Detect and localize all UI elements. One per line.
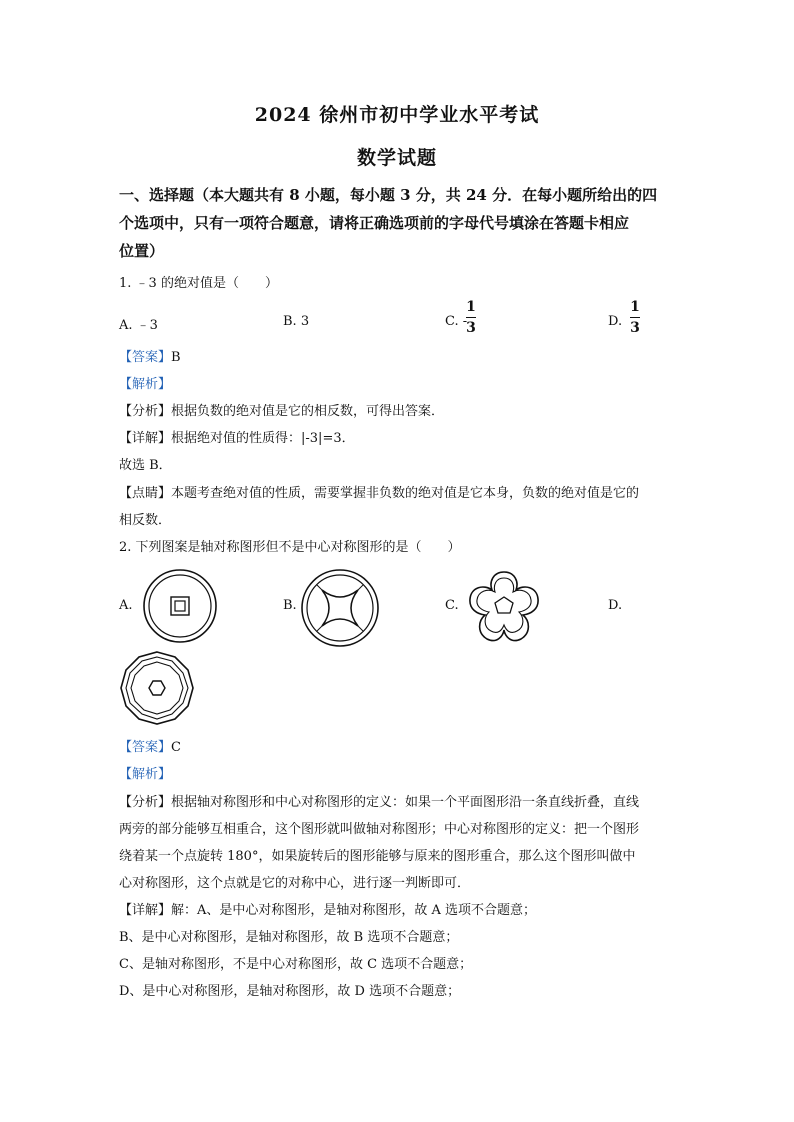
dodecagon-hexagon-figure — [119, 650, 195, 726]
q2-option-c: C. — [445, 598, 459, 613]
q1-xiangjie — [119, 431, 355, 447]
section-heading-line-1: 一、选择题（本大题共有 8 小题，每小题 3 分，共 24 分．在每小题所给出的四 — [119, 186, 658, 204]
q2-fenxi-line-1: 根据轴对称图形和中心对称图形的定义：如果一个平面图形沿一条直线折叠，直线 — [171, 795, 640, 810]
dianjing-tag: 【点睛】 — [119, 486, 172, 501]
q1-xiangjie-text: 根据绝对值的性质得：|-3|=3． — [171, 431, 355, 446]
q1-conclusion: 故选 B． — [119, 458, 172, 473]
q2-xiangjie-line-1: 解：A、是中心对称图形，是轴对称图形，故 A 选项不合题意； — [171, 903, 537, 918]
q2-fenxi — [119, 795, 639, 811]
q2-stem: 2. 下列图案是轴对称图形但不是中心对称图形的是（ ） — [119, 540, 461, 555]
xiangjie-tag: 【详解】 — [119, 903, 172, 918]
q1-option-c-fraction — [466, 299, 476, 336]
exam-title: 2024 徐州市初中学业水平考试 — [254, 104, 540, 126]
q1-fenxi — [119, 404, 444, 420]
q1-answer-value: B — [171, 350, 181, 365]
answer-tag: 【答案】 — [119, 740, 172, 755]
q2-option-b: B. — [283, 598, 297, 613]
q1-dianjing — [119, 486, 639, 502]
q1-option-d-numerator: 1 — [630, 299, 640, 315]
q2-xiangjie-line-4: D、是中心对称图形，是轴对称图形，故 D 选项不合题意； — [119, 984, 461, 999]
q1-stem: 1. ﹣3 的绝对值是（ ） — [119, 276, 278, 291]
q1-option-d-denominator: 3 — [630, 320, 640, 336]
xiangjie-tag: 【详解】 — [119, 431, 172, 446]
q1-option-a: A. ﹣3 — [119, 318, 158, 333]
q2-answer-value: C — [171, 740, 181, 755]
q1-option-c-prefix: C. - — [445, 314, 468, 329]
q1-option-b: B. 3 — [283, 314, 310, 329]
q1-option-d-fraction — [630, 299, 640, 336]
q1-fenxi-text: 根据负数的绝对值是它的相反数，可得出答案． — [171, 404, 445, 419]
fraction-bar — [466, 317, 476, 318]
q1-option-c-numerator: 1 — [466, 299, 476, 315]
section-heading-line-2: 个选项中，只有一项符合题意，请将正确选项前的字母代号填涂在答题卡相应 — [119, 214, 630, 232]
fraction-bar — [630, 317, 640, 318]
q1-dianjing-line-1: 本题考查绝对值的性质，需要掌握非负数的绝对值是它本身，负数的绝对值是它的 — [171, 486, 640, 501]
q1-option-c-denominator: 3 — [466, 320, 476, 336]
q2-xiangjie — [119, 903, 536, 919]
analysis-tag: 【解析】 — [119, 377, 172, 392]
analysis-tag: 【解析】 — [119, 767, 172, 782]
fenxi-tag: 【分析】 — [119, 795, 172, 810]
answer-tag: 【答案】 — [119, 350, 172, 365]
q2-analysis — [119, 767, 171, 783]
q1-answer — [119, 350, 181, 366]
section-heading-line-3: 位置） — [119, 242, 165, 260]
fenxi-tag: 【分析】 — [119, 404, 172, 419]
q2-xiangjie-line-3: C、是轴对称图形，不是中心对称图形，故 C 选项不合题意； — [119, 957, 473, 972]
exam-subtitle: 数学试题 — [356, 147, 437, 169]
q1-dianjing-line-2: 相反数． — [119, 513, 172, 528]
q2-option-a: A. — [119, 598, 133, 613]
plum-blossom-figure — [463, 566, 545, 646]
q2-xiangjie-line-2: B、是中心对称图形，是轴对称图形，故 B 选项不合题意； — [119, 930, 459, 945]
q2-fenxi-line-2: 两旁的部分能够互相重合，这个图形就叫做轴对称图形；中心对称图形的定义：把一个图形 — [119, 822, 640, 837]
q1-option-d-prefix: D. — [608, 314, 623, 329]
coin-star-figure — [300, 568, 380, 648]
q2-answer — [119, 740, 181, 756]
coin-square-hole-figure — [142, 568, 218, 644]
q2-fenxi-line-4: 心对称图形，这个点就是它的对称中心，进行逐一判断即可． — [119, 876, 471, 891]
q2-fenxi-line-3: 绕着某一个点旋转 180°，如果旋转后的图形能够与原来的图形重合，那么这个图形叫做中 — [119, 849, 636, 864]
q1-analysis — [119, 377, 171, 393]
q2-option-d: D. — [608, 598, 623, 613]
